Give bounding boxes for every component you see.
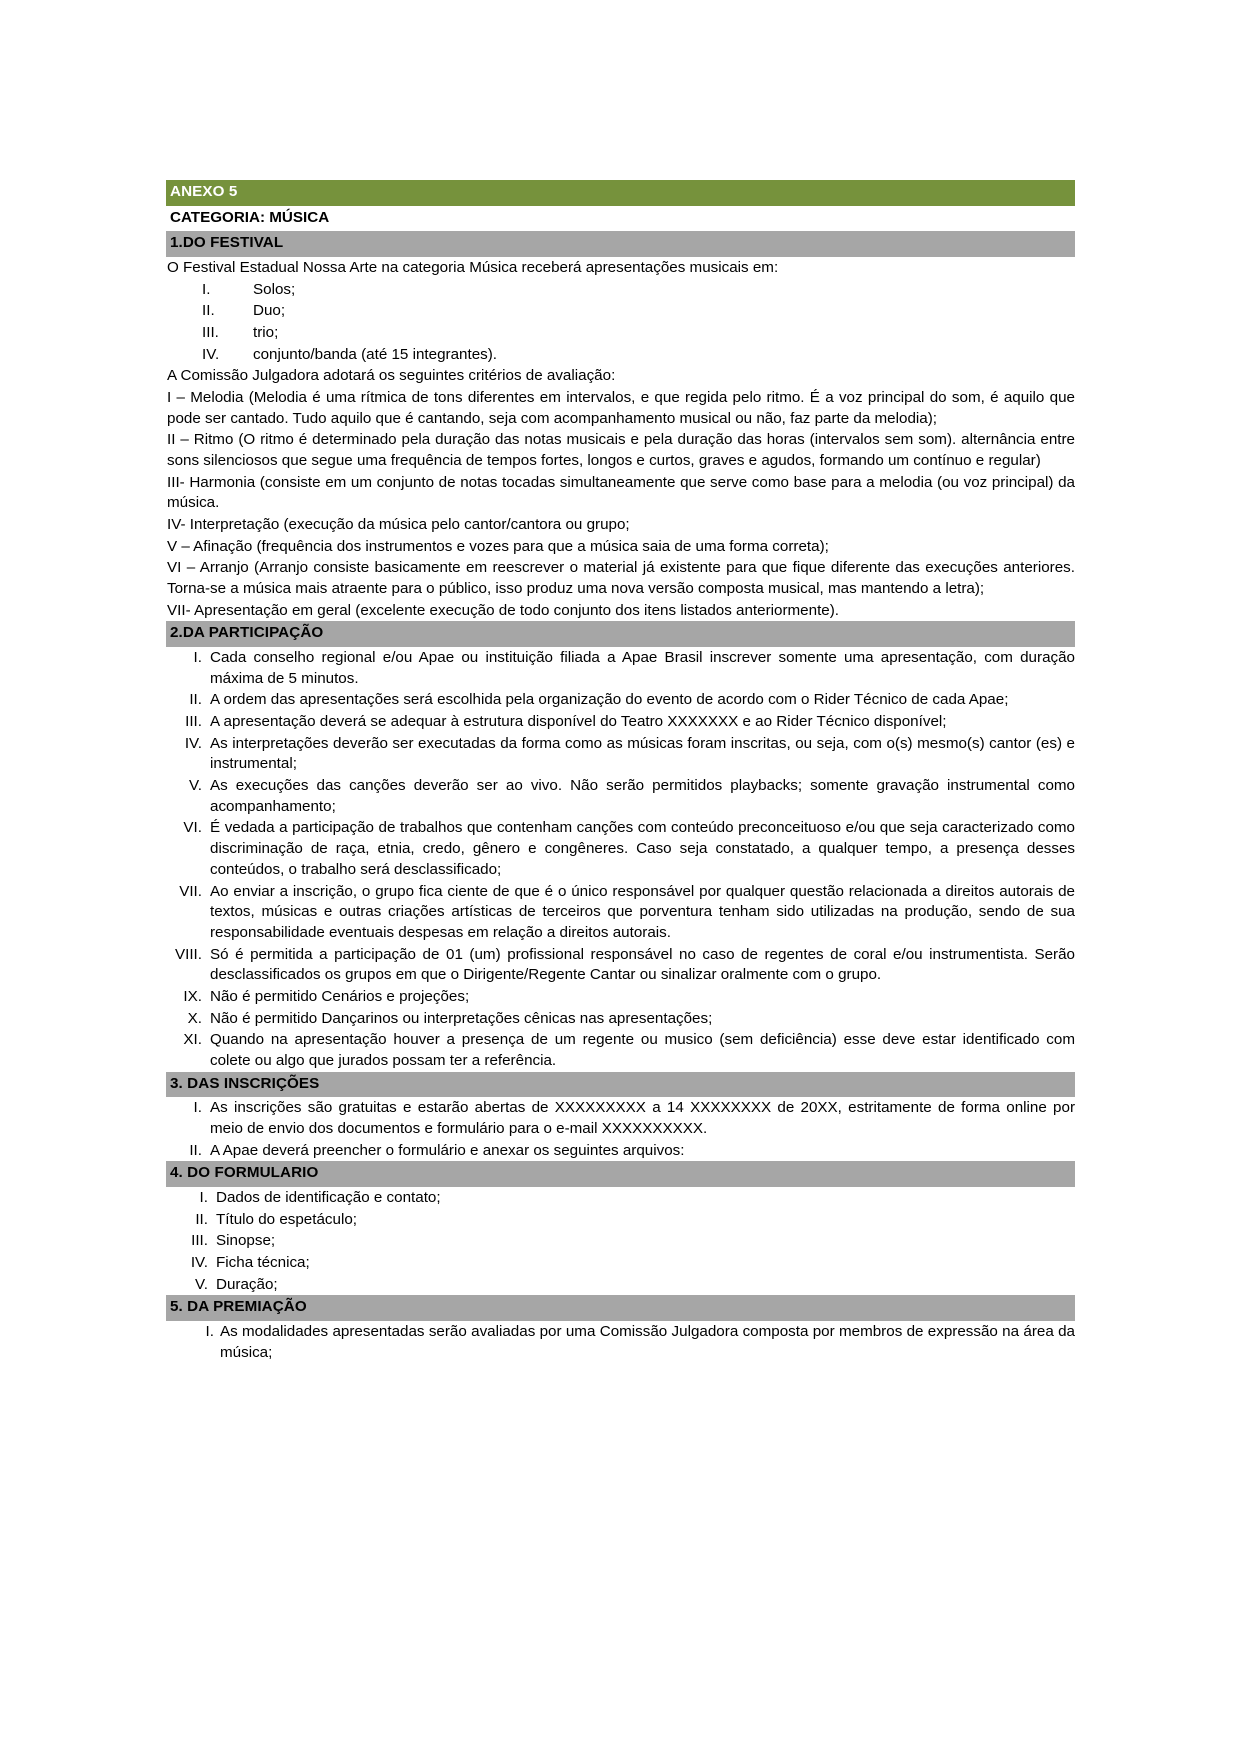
list-text: Duo; (253, 302, 286, 320)
festival-intro: O Festival Estadual Nossa Arte na categoria Música receberá apresentações musicais em: (167, 259, 779, 277)
section-heading-formulario: 4. DO FORMULARIO (166, 1161, 1075, 1187)
list-text: Solos; (253, 280, 296, 298)
list-item (166, 647, 1075, 689)
list-number: IV. (184, 734, 202, 752)
list-text: Quando na apresentação houver a presença de um regente ou musico (sem deficiência) esse deve estar identificado com colete ou algo que jurados possam ter a referência. (210, 1031, 1075, 1069)
section-heading-premiacao: 5. DA PREMIAÇÃO (166, 1295, 1075, 1321)
list-item (166, 1029, 1075, 1071)
list-number: I. (193, 1099, 202, 1117)
list-item (166, 986, 1075, 1008)
list-item (166, 711, 1075, 733)
criterio-melodia: I – Melodia (Melodia é uma rítmica de tons diferentes em intervalos, e que regida pelo ritmo. É a voz principal do som, é aquilo que pode ser cantado. Tudo aquilo que é cantando, seja com acompanhamento musical ou não, faz parte da melodia); (167, 389, 1075, 427)
criterios-intro: A Comissão Julgadora adotará os seguintes critérios de avaliação: (167, 367, 616, 385)
list-number: VII. (179, 882, 202, 900)
list-item (166, 733, 1075, 775)
list-item (166, 1252, 1075, 1274)
list-number: V. (189, 777, 202, 795)
list-text: Ao enviar a inscrição, o grupo fica ciente de que é o único responsável por qualquer questão relacionada a direitos autorais de textos, músicas e outras criações artísticas de terceiros que porventura tenham sido utilizadas na produção, sendo de sua responsabilidade eventuais despesas em relação a direitos autorais. (210, 882, 1075, 941)
list-item-modalidade-1 (166, 279, 1075, 301)
list-number: VIII. (174, 945, 202, 963)
list-number: III. (202, 324, 219, 342)
list-item (166, 817, 1075, 880)
list-number: III. (185, 713, 202, 731)
list-number: I. (205, 1322, 214, 1340)
list-text: A ordem das apresentações será escolhida pela organização do evento de acordo com o Rider Técnico de cada Apae; (210, 691, 1009, 709)
criterio-arranjo: VI – Arranjo (Arranjo consiste basicamente em reescrever o material já existente para que fique diferente das execuções anteriores. Torna-se a música mais atraente para o público, isso produz uma nova versão composta musical, mas mantendo a letra); (167, 559, 1075, 598)
list-number: IX. (183, 987, 202, 1005)
list-number: I. (193, 649, 202, 667)
list-text: Não é permitido Cenários e projeções; (210, 987, 470, 1005)
list-number: II. (189, 691, 202, 709)
criterio-afinacao: V – Afinação (frequência dos instrumentos e vozes para que a música saia de uma forma correta); (167, 537, 829, 555)
list-item (166, 1187, 1075, 1209)
list-text: As interpretações deverão ser executadas da forma como as músicas foram inscritas, ou seja, com o(s) mesmo(s) cantor (es) e instrumental; (210, 734, 1075, 773)
list-number: II. (202, 302, 215, 320)
list-number: XI. (183, 1031, 202, 1049)
list-item (166, 1008, 1075, 1030)
list-text: A apresentação deverá se adequar à estrutura disponível do Teatro XXXXXXX e ao Rider Técnico disponível; (210, 713, 947, 731)
list-text: Duração; (216, 1275, 278, 1293)
section-heading-participacao: 2.DA PARTICIPAÇÃO (166, 621, 1075, 647)
document-body (166, 180, 1075, 1363)
list-text: Só é permitida a participação de 01 (um) profissional responsável no caso de regentes de coral e/ou instrumentista. Serão desclassificados os grupos em que o Dirigente/Regente Cantar ou sinalizar oralmente com o grupo. (210, 945, 1075, 984)
list-item (166, 1230, 1075, 1252)
list-item-modalidade-4 (166, 344, 1075, 366)
list-number: VI. (183, 819, 202, 837)
list-item (166, 944, 1075, 986)
list-number: III. (191, 1232, 208, 1250)
list-text: Título do espetáculo; (216, 1210, 357, 1228)
list-number: II. (189, 1141, 202, 1159)
criterio-harmonia: III- Harmonia (consiste em um conjunto de notas tocadas simultaneamente que serve como base para a melodia (ou voz principal) da música. (167, 473, 1075, 512)
list-text: As inscrições são gratuitas e estarão abertas de XXXXXXXXX a 14 XXXXXXXX de 20XX, estritamente de forma online por meio de envio dos documentos e formulário para o e-mail XXXXXXXXXX. (210, 1099, 1075, 1137)
list-item (166, 1140, 1075, 1162)
list-item-modalidade-2 (166, 300, 1075, 322)
list-item-modalidade-3 (166, 322, 1075, 344)
list-item (166, 1209, 1075, 1231)
list-item (166, 881, 1075, 944)
criterio-interpretacao: IV- Interpretação (execução da música pelo cantor/cantora ou grupo; (167, 516, 630, 534)
list-text: As modalidades apresentadas serão avaliadas por uma Comissão Julgadora composta por membros de expressão na área da música; (220, 1322, 1075, 1361)
list-text: Ficha técnica; (216, 1253, 310, 1271)
criterio-apresentacao: VII- Apresentação em geral (excelente execução de todo conjunto dos itens listados anteriormente). (167, 601, 840, 619)
list-item (166, 689, 1075, 711)
list-number: IV. (202, 345, 220, 363)
list-text: trio; (253, 324, 279, 342)
list-number: X. (187, 1009, 202, 1027)
list-text: conjunto/banda (até 15 integrantes). (253, 345, 498, 363)
list-number: V. (195, 1275, 208, 1293)
premiacao-list (166, 1321, 1075, 1363)
formulario-list (166, 1187, 1075, 1295)
list-item (166, 775, 1075, 817)
list-number: II. (195, 1210, 208, 1228)
categoria-line: CATEGORIA: MÚSICA (166, 206, 1075, 232)
list-number: I. (202, 280, 211, 298)
participacao-list (166, 647, 1075, 1071)
list-item (166, 1274, 1075, 1296)
list-text: Cada conselho regional e/ou Apae ou instituição filiada a Apae Brasil inscrever somente uma apresentação, com duração máxima de 5 minutos. (210, 649, 1075, 687)
criterio-ritmo: II – Ritmo (O ritmo é determinado pela duração das notas musicais e pela duração das horas (intervalos sem som). alternância entre sons silenciosos que segue uma frequência de tempos fortes, longos e curtos, graves e agudos, formando um contínuo e regular) (167, 431, 1075, 470)
section-heading-inscricoes: 3. DAS INSCRIÇÕES (166, 1072, 1075, 1098)
list-text: A Apae deverá preencher o formulário e anexar os seguintes arquivos: (210, 1141, 685, 1159)
list-number: I. (199, 1188, 208, 1206)
list-item (166, 1097, 1075, 1139)
anexo-banner: ANEXO 5 (166, 180, 1075, 206)
inscricoes-list (166, 1097, 1075, 1161)
list-text: As execuções das canções deverão ser ao vivo. Não serão permitidos playbacks; somente gravação instrumental como acompanhamento; (210, 777, 1075, 815)
list-text: É vedada a participação de trabalhos que contenham canções com conteúdo preconceituoso e/ou que seja caracterizado como discriminação de raça, etnia, credo, gênero e congêneres. Caso seja constatado, a qualquer tempo, a presença desses conteúdos, o trabalho será desclassificado; (210, 819, 1075, 878)
list-text: Sinopse; (216, 1232, 276, 1250)
list-text: Dados de identificação e contato; (216, 1188, 441, 1206)
list-item (166, 1321, 1075, 1363)
section-heading-festival: 1.DO FESTIVAL (166, 231, 1075, 257)
list-number: IV. (190, 1253, 208, 1271)
list-text: Não é permitido Dançarinos ou interpretações cênicas nas apresentações; (210, 1009, 713, 1027)
